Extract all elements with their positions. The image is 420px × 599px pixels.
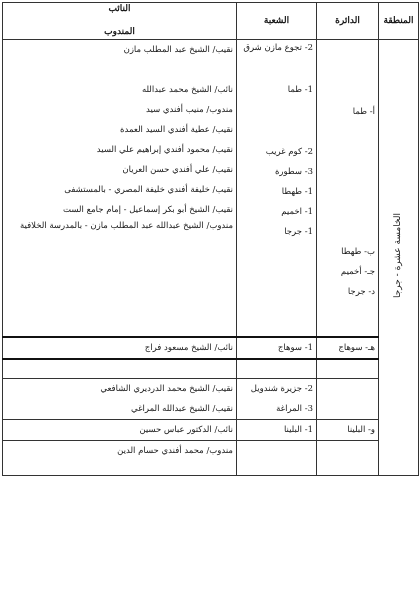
district-cell [317,40,379,338]
region-label: الخامسة عشرة - جرجا [393,212,403,298]
branch-label: 1- جرجا [284,227,313,237]
table-row [3,359,419,379]
rep-label: نقيب/ الشيخ محمد الدرديري الشافعي [100,384,233,394]
district-cell [317,441,379,476]
district-cell [317,379,379,420]
district-label: أ- طما [352,107,375,117]
rep-label: نقيب/ الشيخ عبدالله المراغي [131,404,233,414]
branch-cell [237,420,317,441]
rep-label: نقيب/ خليفة أفندي خليفة المصري - بالمستشفى [64,185,233,195]
rep-label: مندوب/ منيب أفندي سيد [146,105,233,115]
district-cell [317,420,379,441]
representatives-table [2,2,419,476]
rep-label: نائب/ الشيخ مسعود فراج [144,343,233,353]
header-rep-title: النائب [108,4,131,14]
header-region: المنطقة [379,3,419,40]
representative-cell [3,359,237,379]
representative-cell [3,379,237,420]
rep-label: نقيب/ محمود أفندي إبراهيم علي السيد [96,145,233,155]
table-row [3,441,419,476]
branch-label: 1- اخميم [281,207,313,217]
branch-cell [237,379,317,420]
branch-label: 1- طما [287,85,313,95]
branch-label: 2- كوم غريب [265,147,313,157]
header-rep-sub: المندوب [104,27,135,37]
branch-label: 2- تجوع مازن شرق [243,43,313,53]
branch-cell [237,40,317,338]
rep-label: نائب/ الشيخ محمد عبدالله [141,85,233,95]
representative-cell [3,337,237,359]
branch-label: 3- سطورة [274,167,313,177]
district-label: جـ- أخميم [340,267,375,277]
header-branch: الشعبة [237,3,317,40]
district-cell [317,359,379,379]
table-row [3,420,419,441]
table-row [3,337,419,359]
table-row [3,379,419,420]
district-label: و- البلينا [347,425,375,435]
header-district: الدائرة [317,3,379,40]
branch-label: 1- سوهاج [277,343,313,353]
rep-label: مندوب/ محمد أفندي حسام الدين [117,446,233,456]
region-cell [379,40,419,476]
rep-label: نقيب/ الشيخ أبو بكر إسماعيل - إمام جامع الست [62,205,233,215]
rep-label: نقيب/ الشيخ عبد المطلب مازن [123,45,233,55]
branch-cell [237,337,317,359]
branch-cell [237,441,317,476]
branch-label: 1- البلينا [283,425,313,435]
header-representative [3,3,237,40]
branch-cell [237,359,317,379]
district-label: د- جرجا [347,287,375,297]
representative-cell [3,420,237,441]
header-row [3,3,419,40]
representative-cell [3,441,237,476]
branch-label: 1- طهطا [281,187,313,197]
rep-label: نقيب/ عطية أفندي السيد العمدة [120,125,233,135]
rep-label: مندوب/ الشيخ عبدالله عبد المطلب مازن - بالمدرسة الخلافية [19,221,233,231]
table-row [3,40,419,338]
rep-label: نقيب/ علي أفندي حسن العريان [122,165,233,175]
branch-label: 3- المراغة [276,404,313,414]
branch-label: 2- جزيرة شندويل [250,384,313,394]
district-cell [317,337,379,359]
representative-cell [3,40,237,338]
district-label: هـ- سوهاج [338,343,375,353]
rep-label: نائب/ الدكتور عباس حسين [139,425,233,435]
district-label: ب- طهطا [341,247,375,257]
